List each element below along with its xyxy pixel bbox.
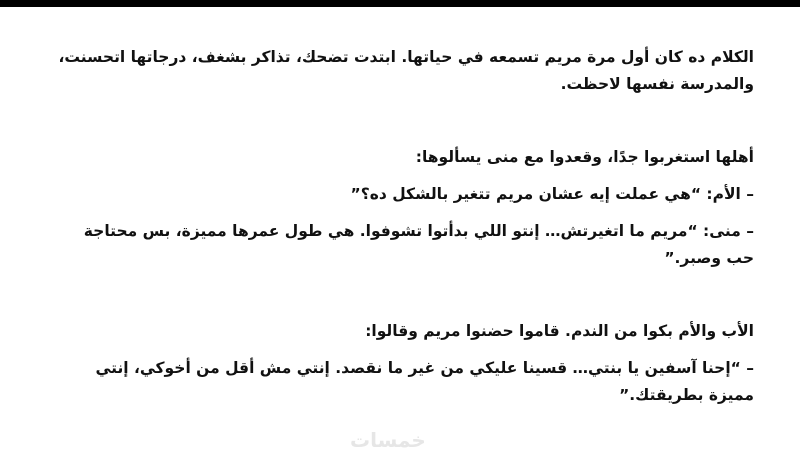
dialogue-parents-apology: – “إحنا آسفين يا بنتي… قسينا عليكي من غير ما نقصد. إنتي مش أقل من أخوكي، إنتي مميزة بطريقتك.”	[95, 359, 754, 404]
paragraph-mariam-changes: الكلام ده كان أول مرة مريم تسمعه في حياتها. ابتدت تضحك، تذاكر بشغف، درجاتها اتحسنت، والمدرسة نفسها لاحظت.	[58, 48, 754, 93]
story-text	[54, 44, 754, 409]
top-border-bar	[0, 0, 800, 7]
dialogue-mona: – منى: “مريم ما اتغيرتش… إنتو اللي بدأتوا تشوفوا. هي طول عمرها مميزة، بس محتاجة حب وصبر.”	[83, 222, 754, 267]
dialogue-mother: – الأم: “هي عملت إيه عشان مريم تتغير بالشكل ده؟”	[350, 185, 754, 203]
paragraph-parents-ask: أهلها استغربوا جدًا، وقعدوا مع منى يسألوها:	[415, 148, 754, 166]
paragraph-parents-regret: الأب والأم بكوا من الندم. قاموا حضنوا مريم وقالوا:	[365, 322, 754, 340]
site-watermark: خمسات	[350, 428, 426, 452]
